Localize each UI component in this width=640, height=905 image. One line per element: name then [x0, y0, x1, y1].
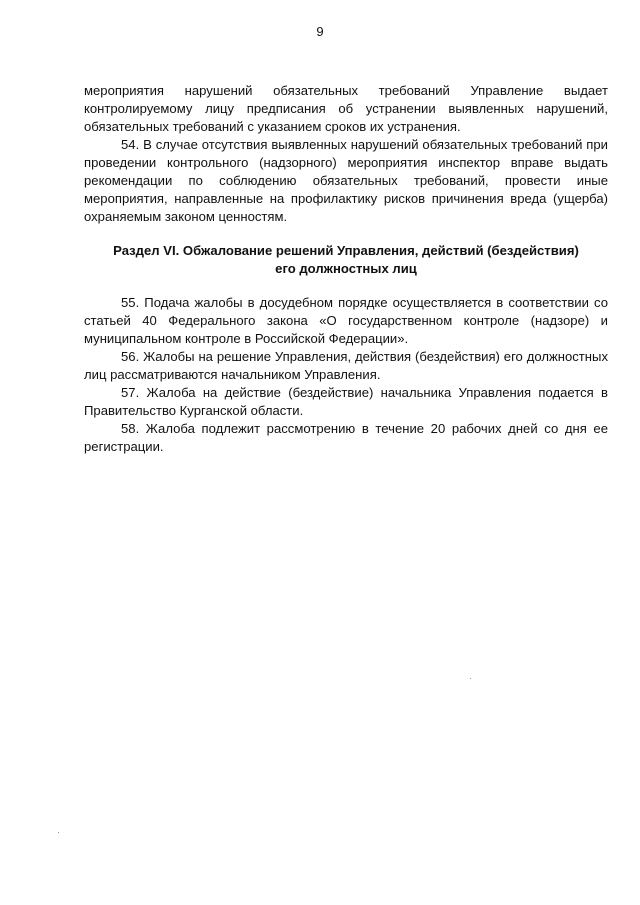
paragraph-continuation: мероприятия нарушений обязательных требований Управление выдает контролируемому лицу предписания об устранении выявленных нарушений, обязательных требований с указанием сроков их устранения.	[84, 83, 608, 134]
scan-speck	[58, 832, 59, 833]
paragraph-57: 57. Жалоба на действие (бездействие) начальника Управления подается в Правительство Курганской области.	[84, 385, 608, 418]
scan-speck	[470, 678, 471, 679]
paragraph-55: 55. Подача жалобы в досудебном порядке осуществляется в соответствии со статьей 40 Федерального закона «О государственном контроле (надзоре) и муниципальном контроле в Российской Федерации».	[84, 295, 608, 346]
paragraph-54: 54. В случае отсутствия выявленных нарушений обязательных требований при проведении контрольного (надзорного) мероприятия инспектор вправе выдать рекомендации по соблюдению обязательных требований, провести иные мероприятия, направленные на профилактику рисков причинения вреда (ущерба) охраняемым законом ценностям.	[84, 137, 608, 224]
section-heading: Раздел VI. Обжалование решений Управления, действий (бездействия) его должностных лиц	[113, 243, 579, 276]
paragraph-58: 58. Жалоба подлежит рассмотрению в течение 20 рабочих дней со дня ее регистрации.	[84, 421, 608, 454]
page-number: 9	[316, 24, 324, 39]
paragraph-56: 56. Жалобы на решение Управления, действия (бездействия) его должностных лиц рассматриваются начальником Управления.	[84, 349, 608, 382]
document-body	[84, 82, 608, 456]
